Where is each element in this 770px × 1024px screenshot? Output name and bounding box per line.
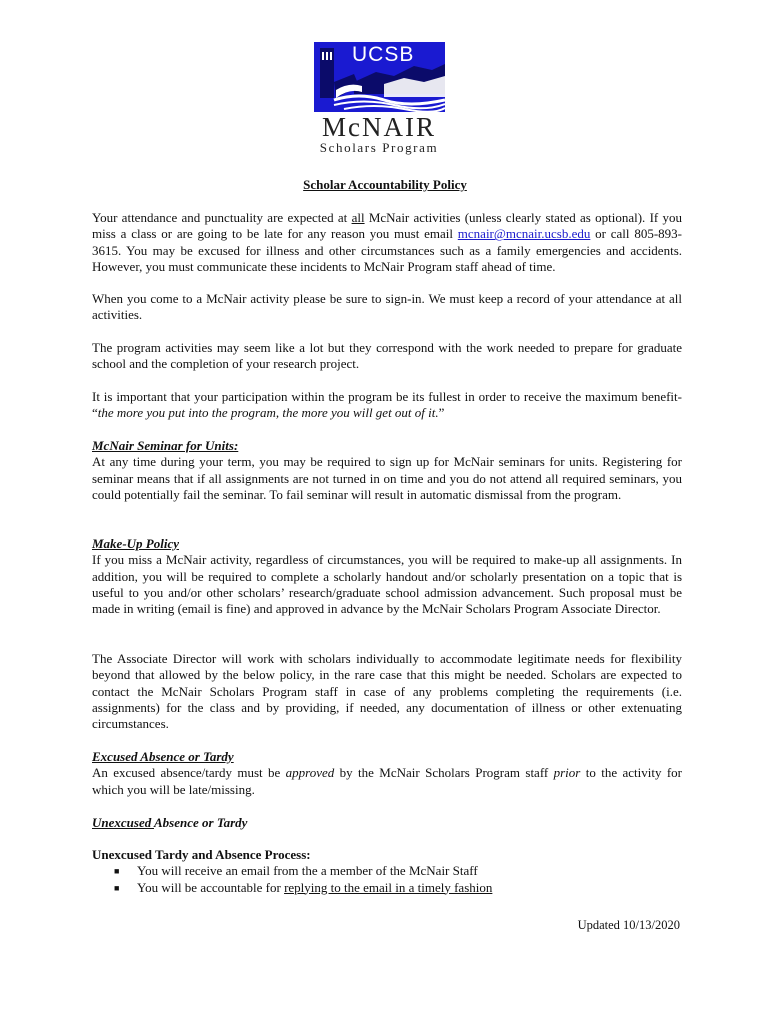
updated-date: Updated 10/13/2020 [577, 918, 680, 932]
attendance-paragraph [92, 210, 682, 275]
text: You will be accountable for [137, 879, 285, 895]
list-item [92, 880, 682, 896]
emphasis-all: all [351, 210, 365, 225]
unexcused-heading [92, 815, 682, 831]
logo-emblem [314, 42, 445, 112]
excused-body [92, 765, 682, 798]
mcnair-logo [309, 42, 449, 157]
text: replying to the email in a timely fashion [284, 879, 493, 895]
quote: the more you put into the program, the more you will get out of it. [97, 405, 439, 421]
email-link[interactable]: mcnair@mcnair.ucsb.edu [457, 226, 591, 242]
bullet-icon: ■ [114, 882, 120, 893]
makeup-body: If you miss a McNair activity, regardless of circumstances, you will be required to make-up all assignments. In addition, you will be required to complete a scholarly handout and/or scholarly presentation on a topic that is useful to you and/or other scholars’ research/graduate school admission advancement. Such proposal must be made in writing (email is fine) and approved in advance by the McNair Scholars Program Associate Director. [92, 552, 682, 617]
program-activities-paragraph: The program activities may seem like a lot but they correspond with the work needed to prepare for graduate school and the completion of your research project. [92, 340, 682, 372]
list-item [92, 863, 682, 879]
text: You will receive an email from the a member of the McNair Staff [137, 863, 478, 879]
logo-ucsb-text: UCSB [352, 43, 415, 66]
emphasis-approved: approved [285, 765, 335, 781]
emphasis-prior: prior [553, 765, 581, 781]
seminar-heading: McNair Seminar for Units: [92, 438, 239, 453]
logo-subtitle: Scholars Program [319, 140, 439, 155]
sign-in-paragraph: When you come to a McNair activity please be sure to sign-in. We must keep a record of your attendance at all activities. [92, 291, 682, 323]
text: ” [438, 405, 445, 421]
text: It is important that your participation within the program be its fullest in order to receive the maximum benefit- “ [92, 389, 682, 421]
logo-mcnair-text: McNAIR [322, 112, 436, 142]
text: Your attendance and punctuality are expected at [92, 210, 352, 225]
seminar-body: At any time during your term, you may be required to sign up for McNair seminars for units. Registering for seminar means that if all assignments are not turned in on time and you do not attend all required seminars, you could potentially fail the seminar. To fail seminar will result in automatic dismissal from the program. [92, 454, 682, 502]
text: Absence or Tardy [154, 815, 248, 830]
bullet-icon: ■ [114, 866, 120, 877]
process-heading: Unexcused Tardy and Absence Process: [92, 847, 311, 862]
process-list [92, 863, 682, 896]
excused-section [92, 749, 682, 798]
participation-paragraph [92, 389, 682, 422]
text: McNair activities (unless clearly stated as optional). If you miss a class or are going to be late for any reason you must email [92, 210, 682, 242]
seminar-section [92, 438, 682, 503]
process-section [92, 847, 682, 896]
text: or call 805-893-3615. You may be excused for illness and other circumstances such as a family emergencies and accidents. However, you must communicate these incidents to McNair Program staff ahead of time. [92, 226, 682, 274]
text: Unexcused [92, 815, 154, 830]
makeup-heading: Make-Up Policy [92, 536, 180, 551]
text: by the McNair Scholars Program staff [334, 765, 554, 781]
excused-heading: Excused Absence or Tardy [92, 749, 234, 764]
text: An excused absence/tardy must be [92, 765, 286, 781]
text: to the activity for which you will be late/missing. [92, 765, 682, 797]
unexcused-section [92, 815, 682, 831]
makeup-section [92, 536, 682, 617]
associate-director-paragraph: The Associate Director will work with scholars individually to accommodate legitimate needs for flexibility beyond that allowed by the below policy, in the rare case that this might be needed. Scholars are expected to contact the McNair Scholars Program staff in case of any problems completing the requirements (i.e. assignments) for the class and by providing, if needed, any documentation of illness or other extenuating circumstances. [92, 651, 682, 732]
page-title: Scholar Accountability Policy [303, 177, 467, 192]
